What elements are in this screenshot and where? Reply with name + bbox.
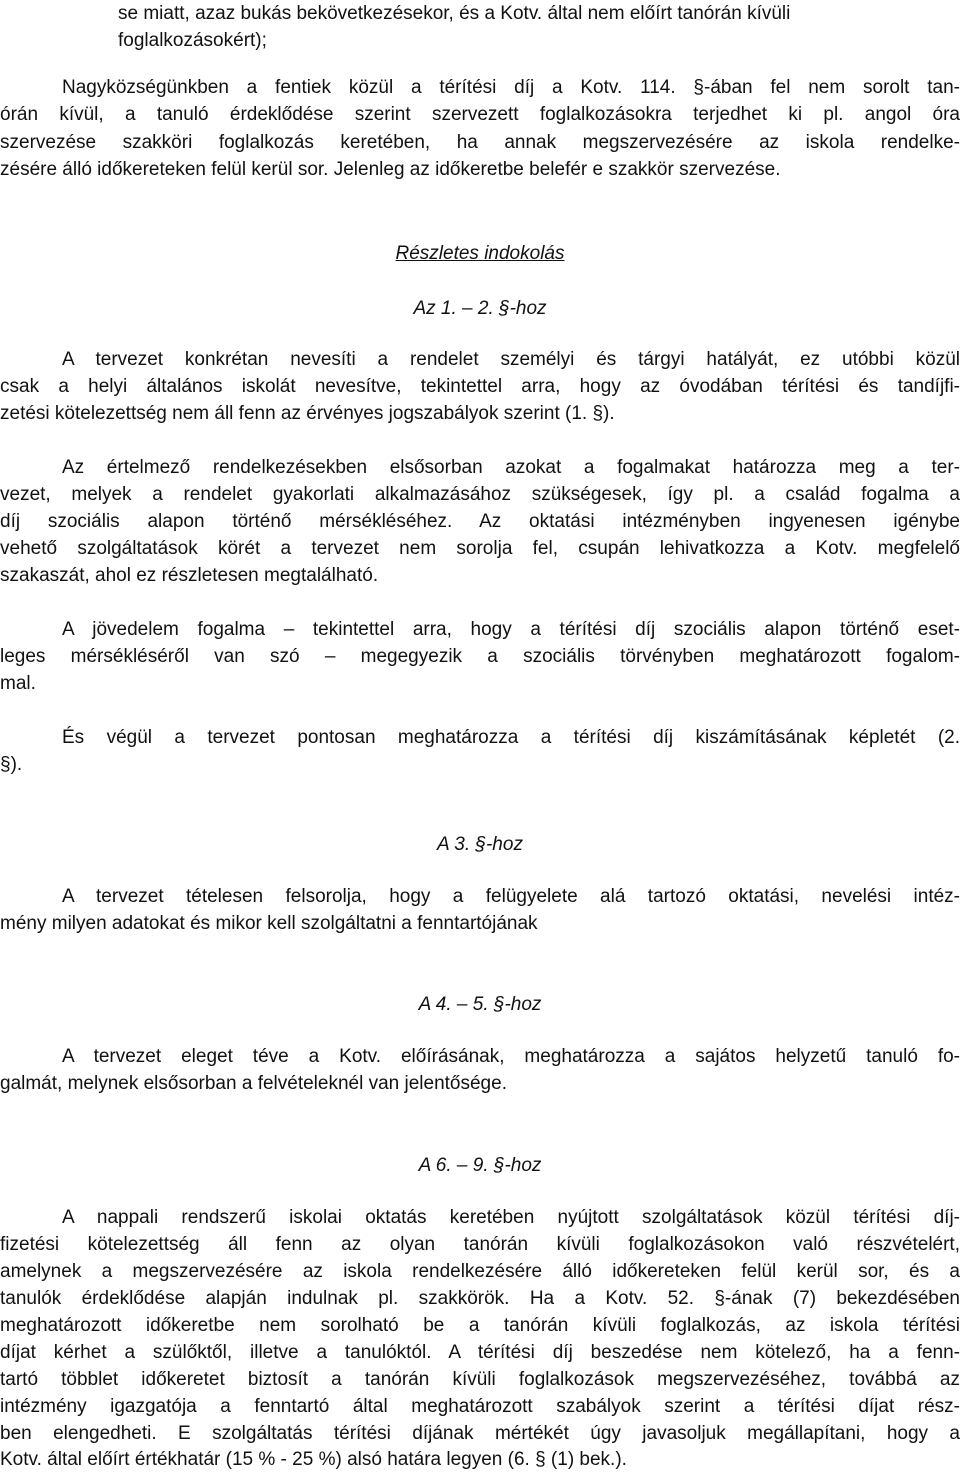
subsection-heading: Az 1. – 2. §-hoz [413, 298, 547, 319]
text-line: mal. [0, 673, 36, 694]
text-line: A tervezet eleget téve a Kotv. előírásának, meghatározza a sajátos helyzetű tanuló fo- [62, 1046, 960, 1067]
text-line: se miatt, azaz bukás bekövetkezésekor, és a Kotv. által nem előírt tanórán kívüli [118, 3, 791, 24]
text-line: intézmény igazgatója a fenntartó által meghatározott szabályok szerint a térítési díjat rész- [0, 1396, 960, 1417]
text-line: ben elengedheti. E szolgáltatás térítési díjának mértékét úgy javasoljuk megállapítani, hogy a [0, 1423, 960, 1444]
text-line: Kotv. által előírt értékhatár (15 % - 25 %) alsó határa legyen (6. § (1) bek.). [0, 1449, 627, 1470]
text-line: órán kívül, a tanuló érdeklődése szerint szervezett foglalkozásokra terjedhet ki pl. angol óra [0, 104, 960, 125]
text-line: díj szociális alapon történő mérsékléséhez. Az oktatási intézményben ingyenesen igénybe [0, 511, 960, 532]
text-line: Az értelmező rendelkezésekben elsősorban azokat a fogalmakat határozza meg a ter- [62, 457, 960, 478]
subsection-heading: A 6. – 9. §-hoz [418, 1155, 542, 1176]
text-line: A tervezet tételesen felsorolja, hogy a felügyelete alá tartozó oktatási, nevelési intéz- [62, 886, 960, 907]
text-line: §). [0, 754, 23, 775]
text-line: A jövedelem fogalma – tekintettel arra, hogy a térítési díj szociális alapon történő eset- [62, 619, 960, 640]
subsection-heading: A 3. §-hoz [437, 834, 523, 855]
text-line: tanulók érdeklődése alapján indulnak pl. szakkörök. Ha a Kotv. 52. §-ának (7) bekezdésében [0, 1288, 960, 1309]
section-heading: Részletes indokolás [395, 243, 565, 264]
text-line: mény milyen adatokat és mikor kell szolgáltatni a fenntartójának [0, 913, 538, 934]
text-line: amelynek a megszervezésére az iskola rendelkezésére álló időkereteken felül kerül sor, és a [0, 1261, 960, 1282]
text-line: vezet, melyek a rendelet gyakorlati alkalmazásához szükségesek, így pl. a család fogalma a [0, 484, 960, 505]
subsection-heading: A 4. – 5. §-hoz [418, 994, 542, 1015]
text-line: A nappali rendszerű iskolai oktatás keretében nyújtott szolgáltatások közül térítési díj- [62, 1207, 960, 1228]
text-line: foglalkozásokért); [118, 30, 267, 51]
text-line: szakaszát, ahol ez részletesen megtalálható. [0, 565, 379, 586]
text-line: leges mérsékléséről van szó – megegyezik a szociális törvényben meghatározott fogalom- [0, 646, 960, 667]
text-line: meghatározott időkeretbe nem sorolható be a tanórán kívüli foglalkozás, az iskola térítési [0, 1315, 960, 1336]
text-line: zésére álló időkereteken felül kerül sor. Jelenleg az időkeretbe belefér e szakkör szervezése. [0, 159, 781, 180]
text-line: galmát, melynek elsősorban a felvételeknél van jelentősége. [0, 1073, 507, 1094]
text-line: zetési kötelezettség nem áll fenn az érvényes jogszabályok szerint (1. §). [0, 403, 615, 424]
text-line: vehető szolgáltatások körét a tervezet nem sorolja fel, csupán lehivatkozza a Kotv. megfelelő [0, 538, 960, 559]
text-line: csak a helyi általános iskolát nevesítve, tekintettel arra, hogy az óvodában térítési és tandíjfi- [0, 376, 960, 397]
text-line: fizetési kötelezettség áll fenn az olyan tanórán kívüli foglalkozásokon való részvételért, [0, 1234, 960, 1255]
text-line: tartó többlet időkeretet biztosít a tanórán kívüli foglalkozások megszervezéséhez, továbbá az [0, 1369, 960, 1390]
text-line: Nagyközségünkben a fentiek közül a térítési díj a Kotv. 114. §-ában fel nem sorolt tan- [62, 77, 960, 98]
text-line: A tervezet konkrétan nevesíti a rendelet személyi és tárgyi hatályát, ez utóbbi közül [62, 349, 960, 370]
text-line: díjat kérhet a szülőktől, illetve a tanulóktól. A térítési díj beszedése nem kötelező, ha a fenn- [0, 1342, 960, 1363]
text-line: És végül a tervezet pontosan meghatározza a térítési díj kiszámításának képletét (2. [62, 727, 960, 748]
text-line: szervezése szakköri foglalkozás keretében, ha annak megszervezésére az iskola rendelke- [0, 132, 960, 153]
